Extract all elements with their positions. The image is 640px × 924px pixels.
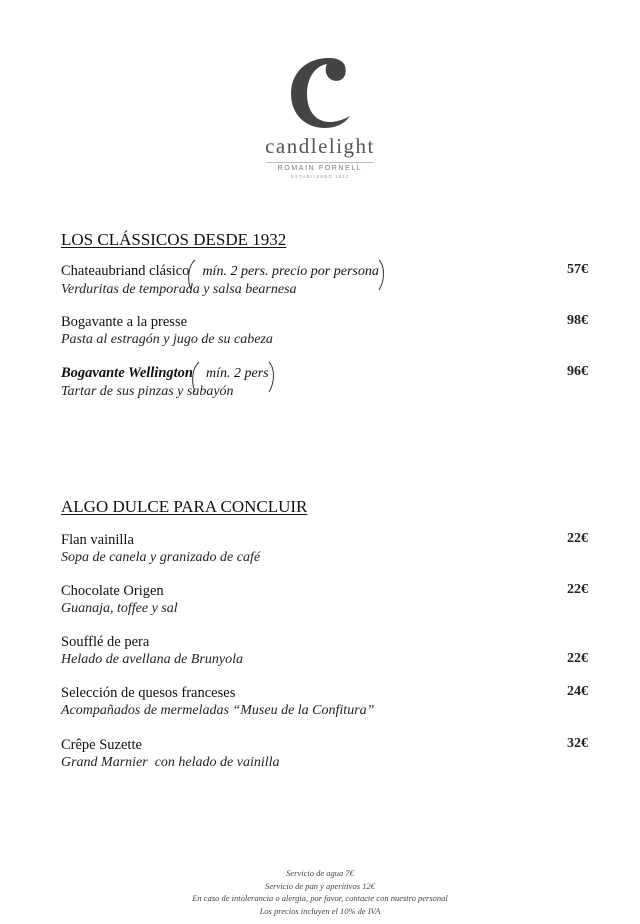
footer-line: En caso de intolerancia o alergia, por favor, contacte con nuestro personal: [192, 893, 448, 903]
footer-line: Servicio de agua 7€: [286, 868, 354, 878]
item-price: 98€: [567, 313, 588, 328]
item-description: Guanaja, toffee y sal: [61, 601, 178, 616]
item-description: Tartar de sus pinzas y sabayón: [61, 384, 234, 399]
menu-item: [61, 633, 588, 669]
item-name: Flan vainilla: [61, 532, 134, 548]
item-note: mín. 2 pers: [206, 366, 269, 381]
brand-subtitle: ROMAIN FORNELL: [277, 165, 363, 172]
item-description: Sopa de canela y granizado de café: [61, 550, 261, 565]
brand-name: candlelight: [265, 134, 375, 158]
item-note: mín. 2 pers. precio por persona: [202, 264, 379, 279]
footer-line: Servicio de pan y aperitivos 12€: [265, 880, 375, 891]
menu-item: [61, 736, 588, 772]
menu-item: [61, 313, 588, 349]
candlelight-c-logo-icon: [285, 52, 355, 132]
item-name: Bogavante Wellington: [61, 365, 193, 381]
brand-logo: [0, 52, 640, 179]
item-price: 22€: [567, 651, 588, 666]
brand-divider: [266, 162, 374, 163]
item-description: Verduritas de temporada y salsa bearnesa: [61, 282, 297, 297]
menu-item: [61, 262, 588, 299]
item-price: 22€: [567, 531, 588, 546]
item-description: Pasta al estragón y jugo de su cabeza: [61, 332, 273, 347]
section-title-dulce: ALGO DULCE PARA CONCLUIR: [61, 497, 308, 516]
item-price: 57€: [567, 262, 588, 277]
item-price: 96€: [567, 364, 588, 379]
item-description: Grand Marnier con helado de vainilla: [61, 755, 280, 770]
footer-notes: [0, 867, 640, 917]
item-price: 22€: [567, 582, 588, 597]
menu-item: [61, 364, 588, 401]
item-price: 32€: [567, 736, 588, 751]
item-description: Acompañados de mermeladas “Museu de la Confitura”: [61, 703, 375, 718]
section-title-clasicos: LOS CLÁSSICOS DESDE 1932: [61, 230, 287, 249]
brand-tagline: ESTABLISHED 1932: [291, 174, 349, 179]
footer-line: Los precios incluyen el 10% de IVA: [259, 905, 381, 916]
item-name: Selección de quesos franceses: [61, 685, 236, 701]
menu-item: [61, 582, 588, 618]
item-name: Crêpe Suzette: [61, 737, 142, 753]
item-name: Chateaubriand clásico: [61, 263, 190, 279]
item-price: 24€: [567, 684, 588, 699]
item-name: Chocolate Origen: [61, 583, 164, 599]
menu-item: [61, 684, 588, 720]
item-description: Helado de avellana de Brunyola: [61, 652, 243, 667]
item-name: Bogavante a la presse: [61, 314, 188, 330]
item-name: Soufflé de pera: [61, 634, 150, 650]
menu-item: [61, 531, 588, 567]
